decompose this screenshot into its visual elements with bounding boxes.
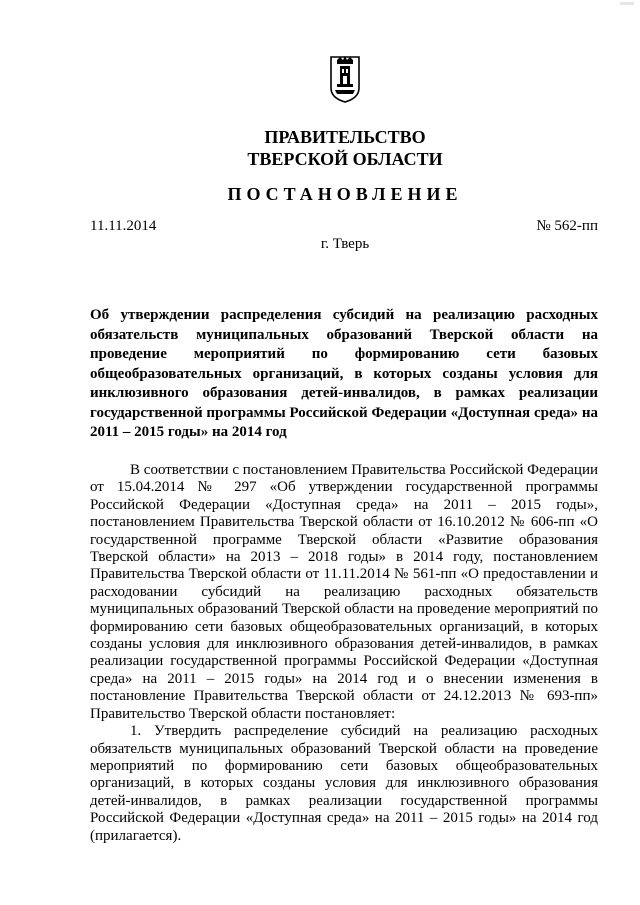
document-city: г. Тверь bbox=[320, 236, 370, 252]
document-body bbox=[90, 462, 598, 845]
scan-mark bbox=[620, 2, 634, 5]
body-item-1: 1. Утвердить распределение субсидий на реализацию расходных обязательств муниципальных образований Тверской области на проведение мероприятий по формированию сети базовых общеобразовательных организаций, в которых созданы условия для инклюзивного образования детей-инвалидов, в рамках реализации государственной программы Российской Федерации «Доступная среда» на 2011 – 2015 годы» на 2014 год (прилагается). bbox=[90, 723, 598, 844]
government-line-2: ТВЕРСКОЙ ОБЛАСТИ bbox=[247, 149, 443, 169]
coat-of-arms-icon bbox=[329, 54, 361, 104]
document-number: № 562-пп bbox=[536, 218, 598, 234]
document-date: 11.11.2014 bbox=[90, 218, 157, 234]
document-subject: Об утверждении распределения субсидий на реализацию расходных обязательств муниципальных образований Тверской области на проведение мероприятий по формированию сети базовых общеобразовательных организаций, в которых созданы условия для инклюзивного образования детей-инвалидов, в рамках реализации государственной программы Российской Федерации «Доступная среда» на 2011 – 2015 годы» на 2014 год bbox=[90, 307, 598, 440]
body-preamble: В соответствии с постановлением Правительства Российской Федерации от 15.04.2014 № 297 «Об утверждении государственной программы Российской Федерации «Доступная среда» на 2011 – 2015 годы», постановлением Правительства Тверской области от 16.10.2012 № 606-пп «О государственной программе Тверской области «Развитие образования Тверской области» на 2013 – 2018 годы» в 2014 году, постановлением Правительства Тверской области от 11.11.2014 № 561-пп «О предоставлении и расходовании субсидий на реализацию расходных обязательств муниципальных образований Тверской области на проведение мероприятий по формированию сети базовых общеобразовательных организаций, в которых созданы условия для инклюзивного образования детей-инвалидов, в рамках реализации государственной программы Российской Федерации «Доступная среда» на 2011 – 2015 годы» на 2014 год и о внесении изменения в постановление Правительства Тверской области от 24.12.2013 № 693-пп» Правительство Тверской области постановляет: bbox=[90, 462, 598, 722]
government-line-1: ПРАВИТЕЛЬСТВО bbox=[264, 127, 426, 147]
government-name bbox=[0, 126, 640, 170]
document-type: ПОСТАНОВЛЕНИЕ bbox=[227, 184, 463, 204]
